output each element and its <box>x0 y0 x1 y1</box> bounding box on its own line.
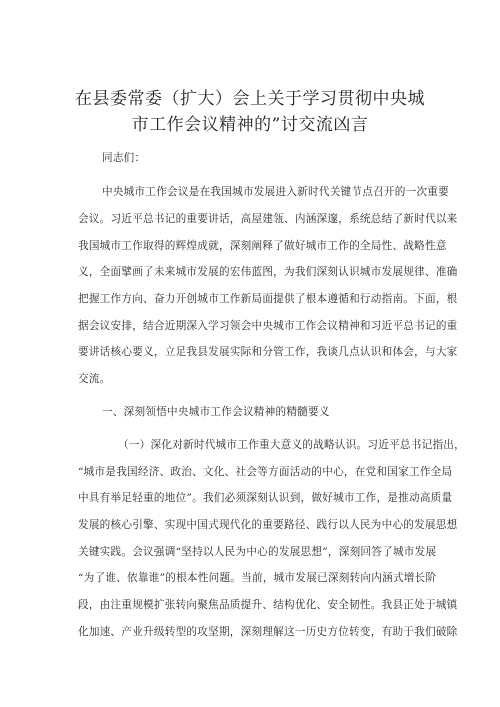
body-line: 要讲话核心要义，立足我县发展实际和分管工作，我谈几点认识和体会，与大家 <box>78 346 458 358</box>
body-line: 我国城市工作取得的辉煌成就，深刻阐释了做好城市工作的全局性、战略性意 <box>78 240 447 252</box>
body-line: 关键实践。会议强调“坚持以人民为中心的发展思想”，深刻回答了城市发展 <box>78 546 437 558</box>
body-line: 据会议安排，结合近期深入学习领会中央城市工作会议精神和习近平总书记的重 <box>78 320 458 332</box>
body-line: 化加速、产业升级转型的攻坚期，深刻理解这一历史方位转变，有助于我们破除 <box>78 626 458 638</box>
body-line: 交流。 <box>78 373 111 385</box>
body-line: 把握工作方向、奋力开创城市工作新局面提供了根本遵循和行动指南。下面，根 <box>78 293 458 305</box>
body-line: 会议。习近平总书记的重要讲话，高屋建瓴、内涵深邃，系统总结了新时代以来 <box>78 213 458 225</box>
body-line: 中具有举足轻重的地位”。我们必须深刻认识到，做好城市工作，是推动高质量 <box>78 492 453 504</box>
document-title-line-2: 市工作会议精神的”讨交流凶言 <box>131 115 369 135</box>
document-title-line-1: 在县委常委（扩大）会上关于学习贯彻中央城 <box>75 89 425 109</box>
body-line: “城市是我国经济、政治、文化、社会等方面活动的中心，在党和国家工作全局 <box>78 466 453 478</box>
section-heading: 一、深刻领悟中央城市工作会议精神的精髓要义 <box>102 406 330 418</box>
body-line: 中央城市工作会议是在我国城市发展进入新时代关键节点召开的一次重要 <box>102 186 449 198</box>
body-line: 发展的核心引擎、实现中国式现代化的重要路径、践行以人民为中心的发展思想 <box>78 519 458 531</box>
body-line: “为了谁、依靠谁”的根本性问题。当前，城市发展已深刻转向内涵式增长阶 <box>78 572 437 584</box>
body-line: 义，全面擘画了未来城市发展的宏伟蓝图，为我们深刻认识城市发展规律、准确 <box>78 266 458 278</box>
salutation: 同志们： <box>102 152 146 164</box>
body-line: 段，由注重规模扩张转向聚焦品质提升、结构优化、安全韧性。我县正处于城镇 <box>78 599 458 611</box>
body-line: （一）深化对新时代城市工作重大意义的战略认识。习近平总书记指出， <box>118 439 465 451</box>
